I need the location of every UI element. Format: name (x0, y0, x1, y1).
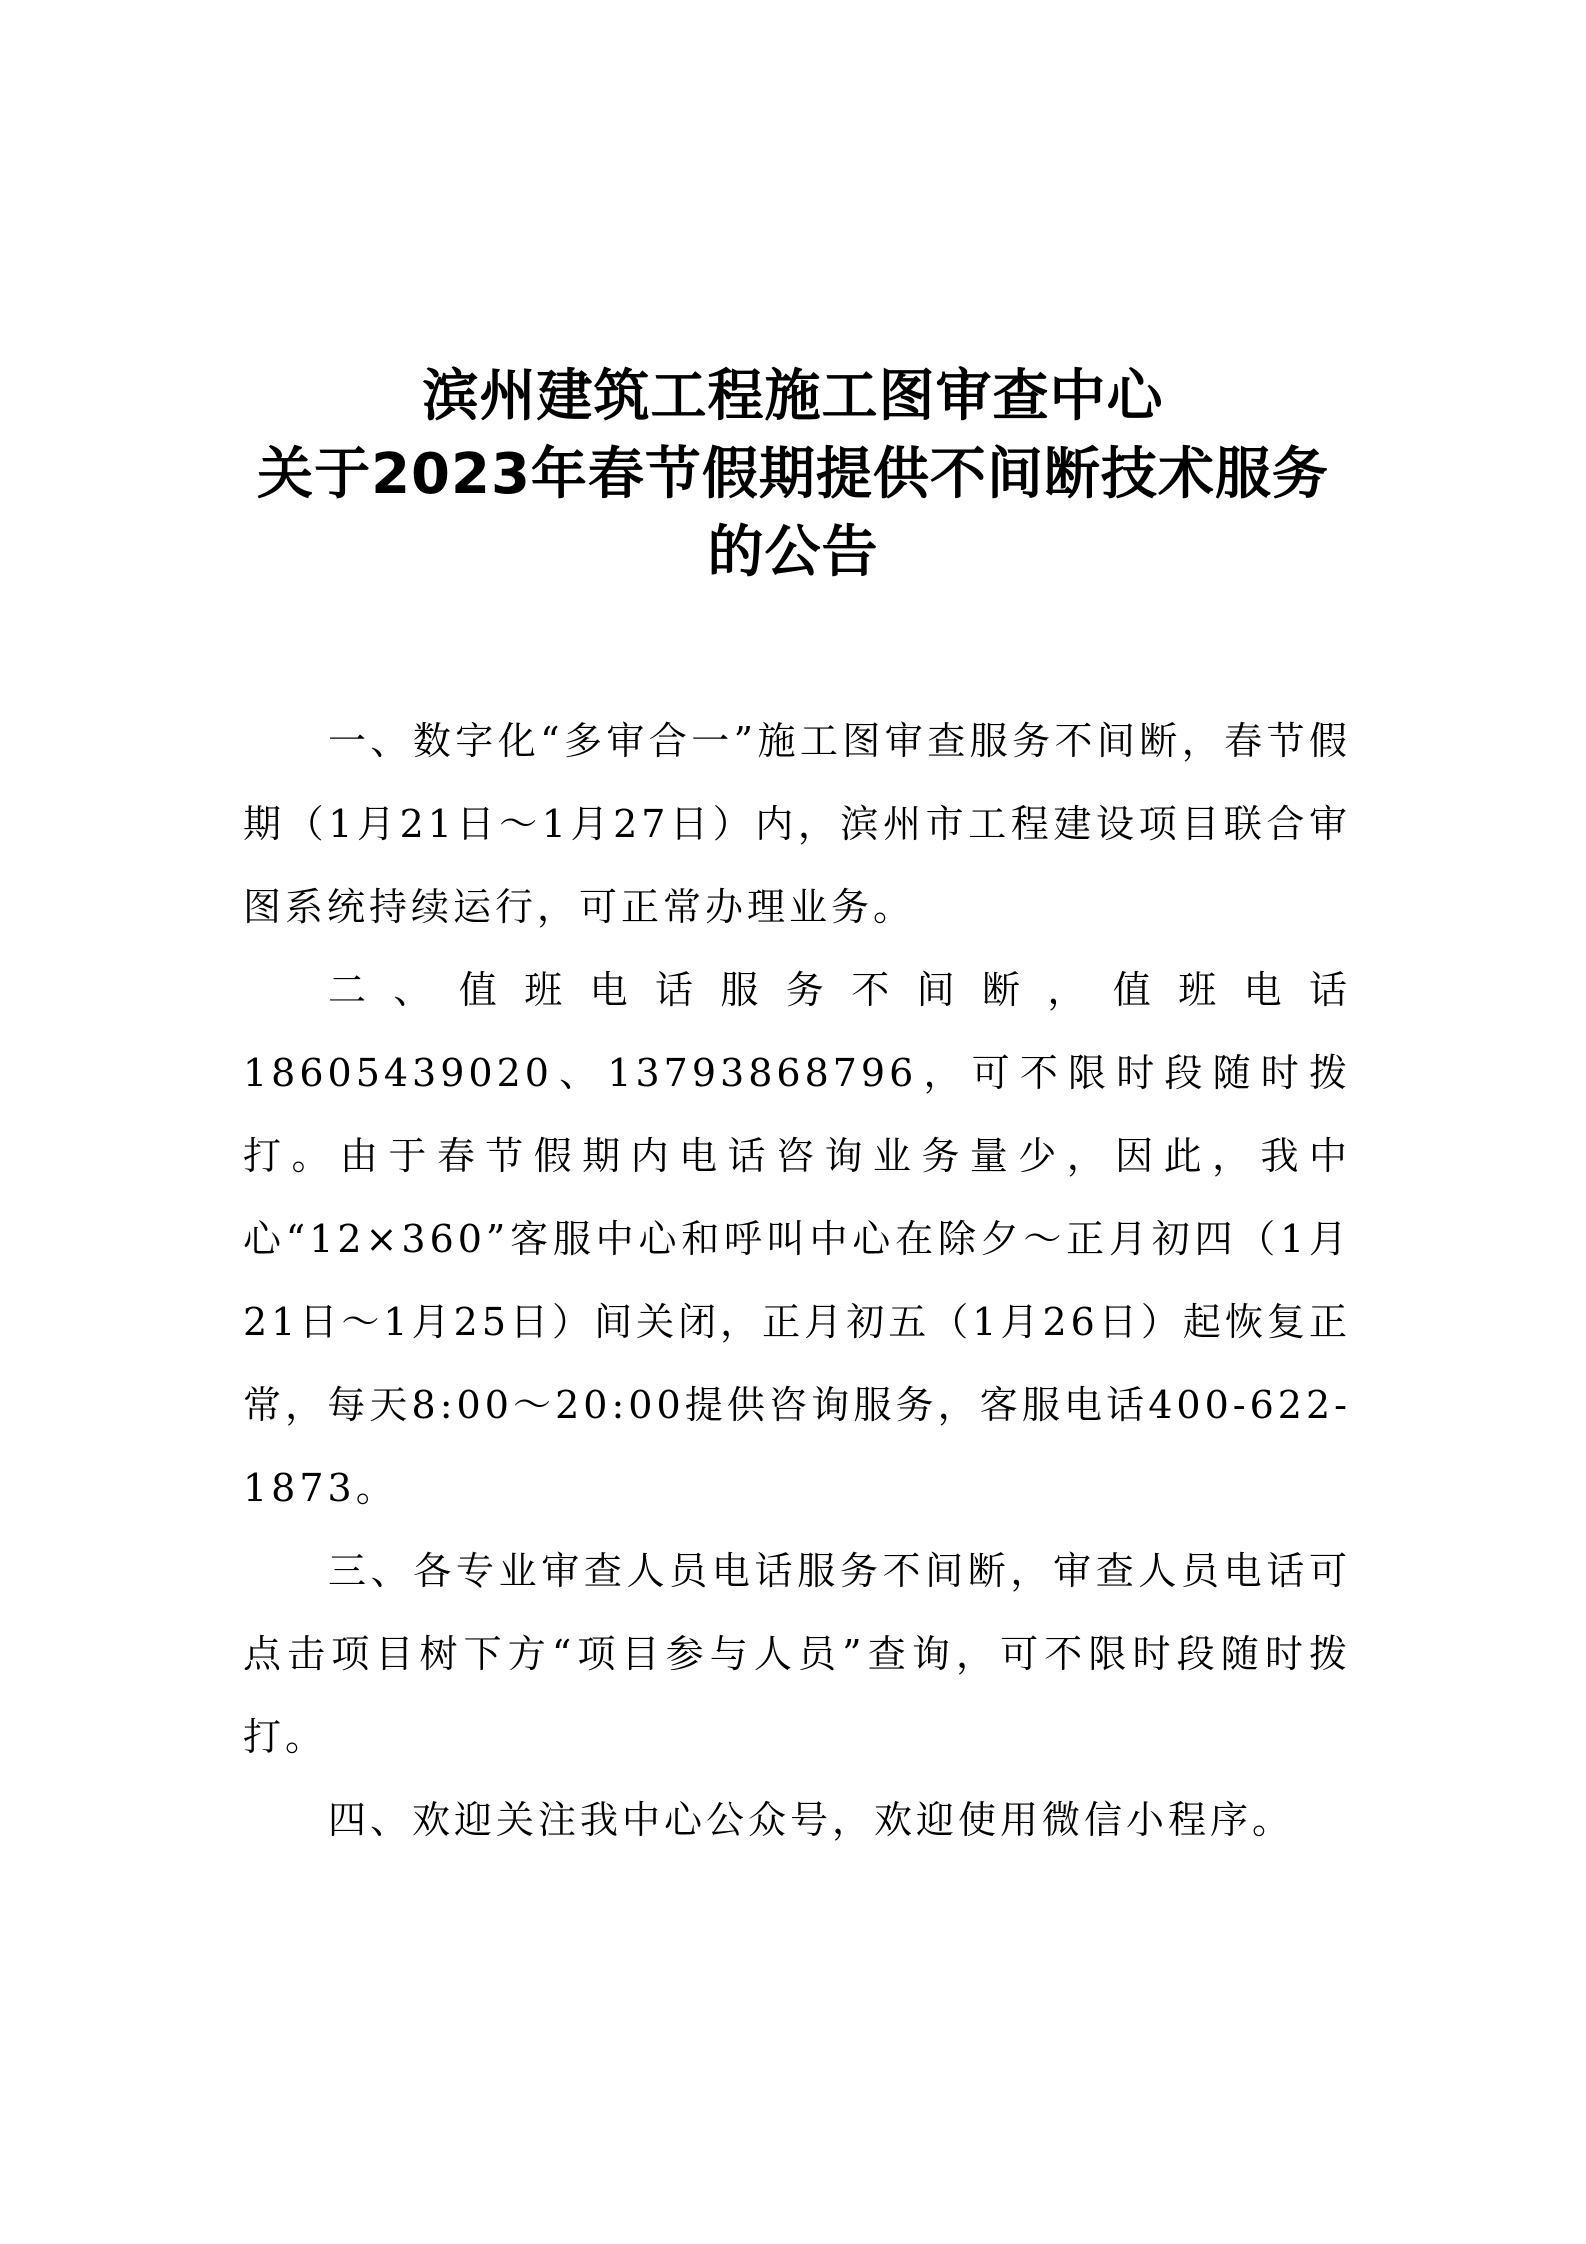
paragraph-4: 四、欢迎关注我中心公众号，欢迎使用微信小程序。 (328, 1798, 1295, 1842)
document-body (243, 700, 1351, 1862)
title-line-1: 滨州建筑工程施工图审查中心 (422, 364, 1164, 429)
title-line-2: 关于2023年春节假期提供不间断技术服务 (257, 442, 1329, 507)
document-title (0, 358, 1586, 592)
paragraph-3: 三、各专业审查人员电话服务不间断，审查人员电话可点击项目树下方“项目参与人员”查询，可不限时段随时拨打。 (243, 1549, 1351, 1759)
title-line-3: 的公告 (707, 520, 879, 585)
paragraph-1: 一、数字化“多审合一”施工图审查服务不间断，春节假期（1月21日～1月27日）内，滨州市工程建设项目联合审图系统持续运行，可正常办理业务。 (243, 719, 1351, 929)
paragraph-2: 二、值班电话服务不间断，值班电话18605439020、13793868796，可不限时段随时拨打。由于春节假期内电话咨询业务量少，因此，我中心“12×360”客服中心和呼叫中心在除夕～正月初四（1月21日～1月25日）间关闭，正月初五（1月26日）起恢复正常，每天8:00～20:00提供咨询服务，客服电话400-622-1873。 (243, 968, 1351, 1510)
